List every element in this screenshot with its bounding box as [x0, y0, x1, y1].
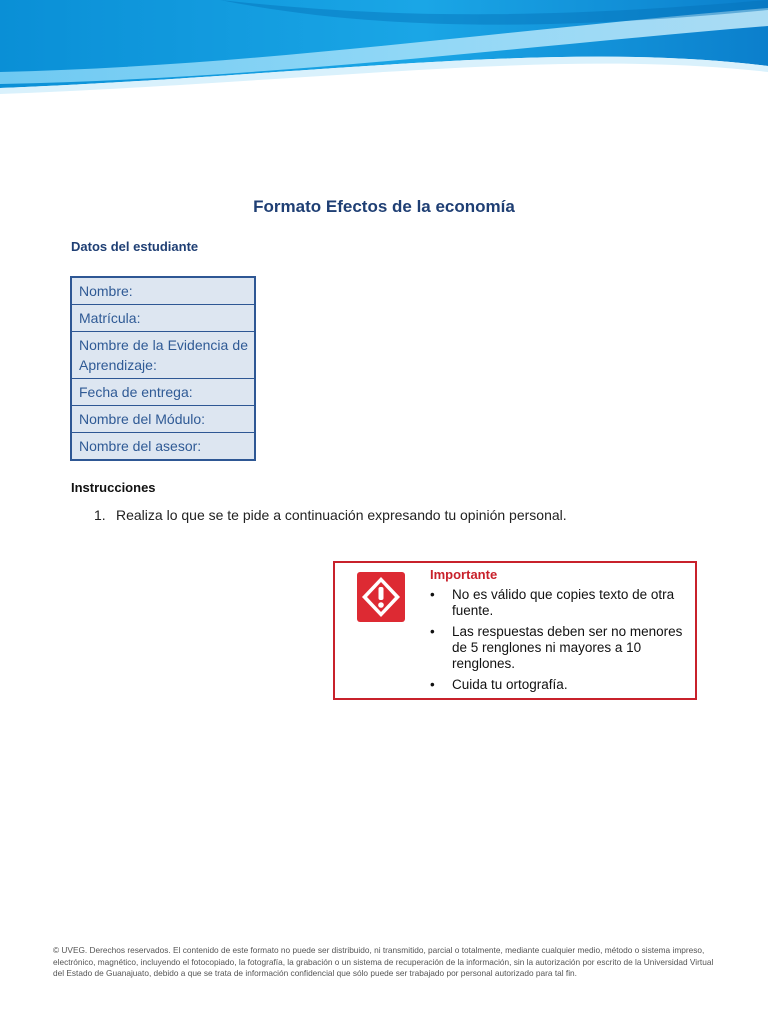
- list-item: [430, 677, 688, 693]
- field-evidence-name[interactable]: Nombre de la Evidencia de Aprendizaje:: [71, 332, 255, 379]
- table-row: [71, 305, 255, 332]
- header-banner: [0, 0, 768, 100]
- list-item-text: Realiza lo que se te pide a continuación expresando tu opinión personal.: [116, 507, 567, 523]
- list-item: [430, 587, 688, 619]
- list-item: [430, 624, 688, 672]
- field-advisor-name[interactable]: Nombre del asesor:: [71, 433, 255, 461]
- list-item-number: 1.: [94, 507, 106, 523]
- table-row: [71, 277, 255, 305]
- instructions-heading: Instrucciones: [71, 480, 156, 495]
- header-wave-graphic: [0, 0, 768, 100]
- table-row: [71, 406, 255, 433]
- page-title: Formato Efectos de la economía: [253, 197, 515, 216]
- table-row: [71, 433, 255, 461]
- field-enrollment[interactable]: Matrícula:: [71, 305, 255, 332]
- important-title: Importante: [430, 567, 498, 582]
- list-item: [94, 507, 567, 523]
- warning-icon: [357, 572, 405, 622]
- list-item-text: No es válido que copies texto de otra fuente.: [452, 587, 675, 618]
- field-due-date[interactable]: Fecha de entrega:: [71, 379, 255, 406]
- student-data-heading: Datos del estudiante: [71, 239, 199, 254]
- bullet-icon: •: [430, 677, 435, 692]
- bullet-icon: •: [430, 587, 435, 602]
- important-notice-box: [333, 561, 697, 700]
- student-data-table: [70, 276, 256, 461]
- bullet-icon: •: [430, 624, 435, 639]
- table-row: [71, 379, 255, 406]
- field-name[interactable]: Nombre:: [71, 277, 255, 305]
- list-item-text: Las respuestas deben ser no menores de 5 renglones ni mayores a 10 renglones.: [452, 624, 683, 671]
- instructions-list: [94, 507, 567, 523]
- list-item-text: Cuida tu ortografía.: [452, 677, 568, 692]
- footer-legal-notice: © UVEG. Derechos reservados. El contenido de este formato no puede ser distribuido, ni transmitido, parcial o totalmente, mediante cualquier medio, método o sistema impreso, electrónico, magnético, incluyendo el fotocopiado, la fotografía, la grabación o un sistema de recuperación de la información, sin la autorización por escrito de la Universidad Virtual del Estado de Guanajuato, debido a que se trata de información confidencial que sólo puede ser trabajado por personal autorizado para tal fin.: [53, 945, 714, 978]
- field-module-name[interactable]: Nombre del Módulo:: [71, 406, 255, 433]
- table-row: [71, 332, 255, 379]
- important-list: [430, 587, 688, 698]
